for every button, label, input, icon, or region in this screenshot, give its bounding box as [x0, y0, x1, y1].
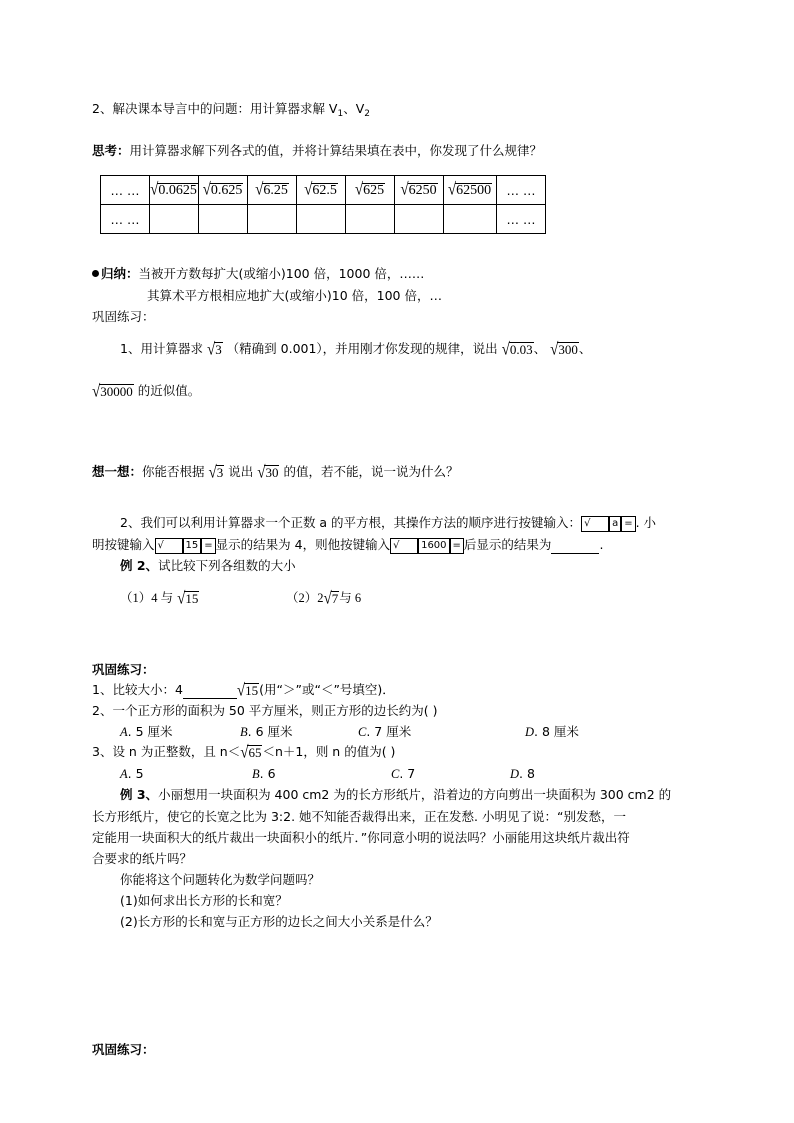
table-cell	[395, 205, 444, 234]
practice-1-item-cont: √30000 的近似值。	[92, 382, 201, 401]
example-3-line-4: 合要求的纸片吗？	[92, 851, 193, 866]
example-3-sub-1: (1)如何求出长方形的长和宽？	[120, 893, 288, 908]
table-cell: √0.0625	[150, 176, 199, 205]
q2-option-b: B. 6 厘米	[240, 724, 293, 739]
example-2-part-2: （2）2√7与 6	[286, 589, 362, 608]
calc-line-2: 明按键输入 √ 15 = 显示的结果为 4，则他按键输入 √ 1600 = 后显示的结果为 .	[92, 537, 604, 552]
q2-option-c: C. 7 厘米	[358, 724, 412, 739]
summary-line-2: 其算术平方根相应地扩大(或缩小)10 倍，100 倍，…	[147, 288, 442, 303]
table-cell: … …	[101, 176, 150, 205]
table-cell	[444, 205, 497, 234]
table-cell: … …	[101, 205, 150, 234]
sqrt-key: √	[155, 538, 183, 554]
equals-key: =	[201, 538, 215, 554]
practice-title-1: 巩固练习：	[92, 309, 155, 324]
summary-line-1: 归纳：当被开方数每扩大(或缩小)100 倍，1000 倍，……	[92, 266, 424, 282]
q3-option-c: C. 7	[391, 766, 416, 781]
q2-option-a: A. 5 厘米	[120, 724, 173, 739]
q3-option-a: A. 5	[120, 766, 144, 781]
table-cell: … …	[497, 176, 546, 205]
example-3-line-3: 定能用一块面积大的纸片裁出一块面积小的纸片．”你同意小明的说法吗？小丽能用这块纸片裁出符	[92, 830, 630, 845]
example-2-part-1: （1）4 与 √15	[120, 589, 199, 608]
answer-blank	[551, 537, 599, 554]
bullet-icon	[92, 270, 99, 277]
table-cell: √6250	[395, 176, 444, 205]
table-cell: … …	[497, 205, 546, 234]
example-3-line-1: 例 3、小丽想用一块面积为 400 cm2 为的长方形纸片，沿着边的方向剪出一块面积为 300 cm2 的	[120, 787, 672, 802]
q2-option-d: D. 8 厘米	[525, 724, 579, 739]
answer-blank	[183, 682, 237, 699]
key-1600: 1600	[418, 538, 449, 554]
equals-key: =	[621, 516, 635, 532]
practice-title-2: 巩固练习：	[92, 662, 155, 677]
table-cell	[248, 205, 297, 234]
sqrt-key: √	[390, 538, 418, 554]
q3-option-b: B. 6	[252, 766, 276, 781]
sqrt-table	[100, 175, 546, 234]
calc-line-1: 2、我们可以利用计算器求一个正数 a 的平方根，其操作方法的顺序进行按键输入： √ a = . 小	[120, 515, 657, 530]
think-2: 想一想：你能否根据 √3 说出 √30 的值，若不能，说一说为什么？	[92, 463, 459, 482]
example-3-line-2: 长方形纸片，使它的长宽之比为 3:2. 她不知能否裁得出来，正在发愁. 小明见了说：“别发愁，一	[92, 809, 626, 824]
table-cell: √625	[346, 176, 395, 205]
table-cell	[150, 205, 199, 234]
table-cell: √6.25	[248, 176, 297, 205]
key-a: a	[609, 516, 621, 532]
sqrt-key: √	[581, 516, 609, 532]
practice-title-3: 巩固练习：	[92, 1042, 155, 1057]
key-15: 15	[183, 538, 202, 554]
practice-2-q1: 1、比较大小：4 √15(用“＞”或“＜”号填空)．	[92, 681, 395, 700]
table-cell	[297, 205, 346, 234]
practice-1-item: 1、用计算器求 √3 （精确到 0.001），并用刚才你发现的规律，说出 √0.03、 √300、	[120, 340, 592, 359]
practice-2-q2: 2、一个正方形的面积为 50 平方厘米，则正方形的边长约为( )	[92, 703, 438, 718]
table-row	[101, 176, 546, 205]
example-2: 例 2、试比较下列各组数的大小	[120, 558, 296, 573]
table-cell: √62.5	[297, 176, 346, 205]
equals-key: =	[450, 538, 464, 554]
example-3-question: 你能将这个问题转化为数学问题吗？	[120, 872, 321, 887]
q3-option-d: D. 8	[510, 766, 535, 781]
example-3-sub-2: (2)长方形的长和宽与正方形的边长之间大小关系是什么？	[120, 914, 438, 929]
table-cell: √62500	[444, 176, 497, 205]
table-cell: √0.625	[199, 176, 248, 205]
table-cell	[199, 205, 248, 234]
table-cell	[346, 205, 395, 234]
practice-2-q3: 3、设 n 为正整数，且 n＜√65＜n＋1，则 n 的值为( )	[92, 743, 396, 762]
question-2: 2、解决课本导言中的问题：用计算器求解 $V_1$、$V_2$	[92, 101, 371, 119]
think-prompt: 思考：用计算器求解下列各式的值，并将计算结果填在表中，你发现了什么规律？	[92, 143, 543, 158]
table-row	[101, 205, 546, 234]
